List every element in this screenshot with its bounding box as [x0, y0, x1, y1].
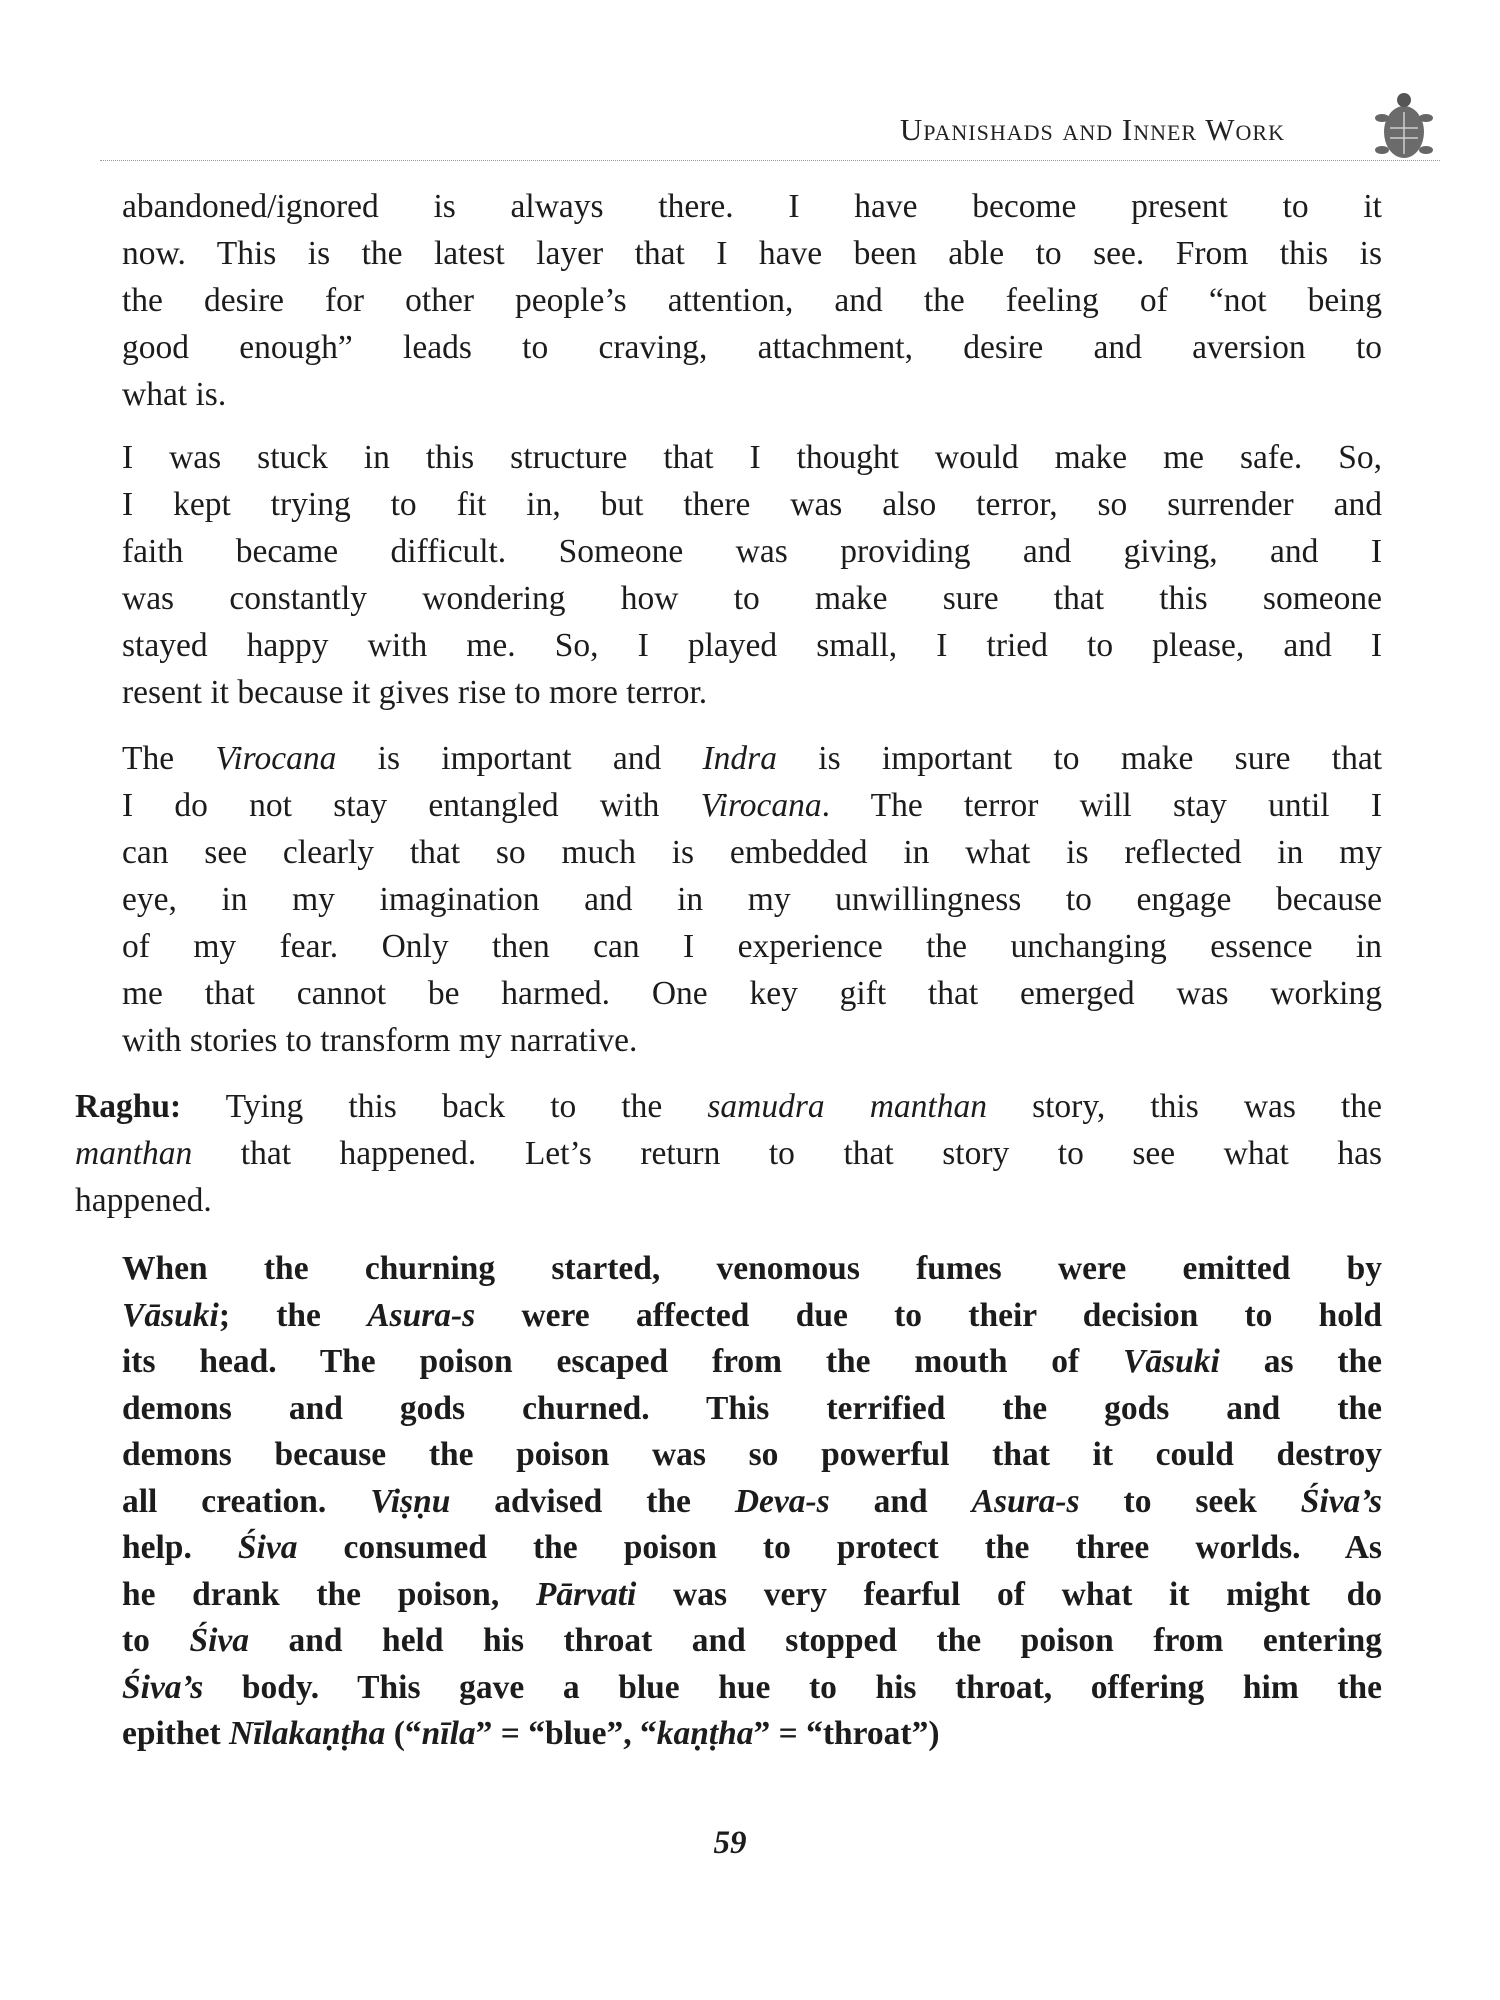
text-line: me that cannot be harmed. One key gift that emerged was working [122, 975, 1382, 1012]
text-line: Śiva’s body. This gave a blue hue to his throat, offering him the [122, 1668, 1382, 1706]
text-line: of my fear. Only then can I experience the unchanging essence in [122, 928, 1382, 965]
header-divider [100, 160, 1440, 161]
paragraph-1 [122, 183, 1382, 418]
running-header: Upanishads and Inner Work [899, 112, 1285, 147]
text-line: now. This is the latest layer that I have been able to see. From this is [122, 235, 1382, 272]
text-line: can see clearly that so much is embedded in what is reflected in my [122, 834, 1382, 871]
text-line: I was stuck in this structure that I thought would make me safe. So, [122, 439, 1382, 476]
paragraph-2 [122, 434, 1382, 716]
text-line: to Śiva and held his throat and stopped the poison from entering [122, 1622, 1382, 1659]
text-line: stayed happy with me. So, I played small, I tried to please, and I [122, 627, 1382, 664]
page-number: 59 [713, 1825, 747, 1861]
text-line: Vāsuki; the Asura-s were affected due to their decision to hold [122, 1296, 1382, 1334]
text-line: I do not stay entangled with Virocana. The terror will stay until I [122, 787, 1382, 824]
text-line: The Virocana is important and Indra is important to make sure that [122, 740, 1383, 777]
text-line: all creation. Viṣṇu advised the Deva-s and Asura-s to seek Śiva’s [122, 1482, 1383, 1520]
text-line: he drank the poison, Pārvati was very fearful of what it might do [122, 1575, 1382, 1613]
dialog-paragraph [75, 1083, 1382, 1224]
speaker-label: Raghu: [75, 1088, 182, 1125]
text-line: good enough” leads to craving, attachment, desire and aversion to [122, 329, 1382, 366]
text-line: help. Śiva consumed the poison to protect the three worlds. As [122, 1529, 1382, 1566]
text-line: faith became difficult. Someone was providing and giving, and I [122, 533, 1382, 570]
story-block [122, 1246, 1382, 1758]
paragraph-3 [122, 735, 1382, 1064]
text-line: was constantly wondering how to make sure that this someone [122, 580, 1382, 617]
text-line: demons and gods churned. This terrified the gods and the [122, 1389, 1382, 1427]
text-line: When the churning started, venomous fumes were emitted by [122, 1250, 1382, 1287]
text-line: what is. [122, 376, 227, 413]
text-line: resent it because it gives rise to more terror. [122, 674, 708, 711]
text-line: eye, in my imagination and in my unwillingness to engage because [122, 881, 1382, 918]
text-line: Raghu: Tying this back to the samudra manthan story, this was the [75, 1088, 1382, 1125]
text-line: with stories to transform my narrative. [122, 1022, 638, 1059]
text-line: the desire for other people’s attention, and the feeling of “not being [122, 282, 1382, 319]
text-line: manthan that happened. Let’s return to that story to see what has [75, 1135, 1382, 1172]
text-line: demons because the poison was so powerful that it could destroy [122, 1436, 1382, 1473]
text-line: its head. The poison escaped from the mouth of Vāsuki as the [122, 1343, 1382, 1380]
text-line: abandoned/ignored is always there. I have become present to it [122, 188, 1382, 225]
text-line: happened. [75, 1182, 212, 1219]
tortoise-emblem-icon [1368, 88, 1440, 166]
text-line: I kept trying to fit in, but there was also terror, so surrender and [122, 486, 1382, 523]
text-line: epithet Nīlakaṇṭha (“nīla” = “blue”, “kaṇṭha” = “throat”) [122, 1715, 940, 1752]
